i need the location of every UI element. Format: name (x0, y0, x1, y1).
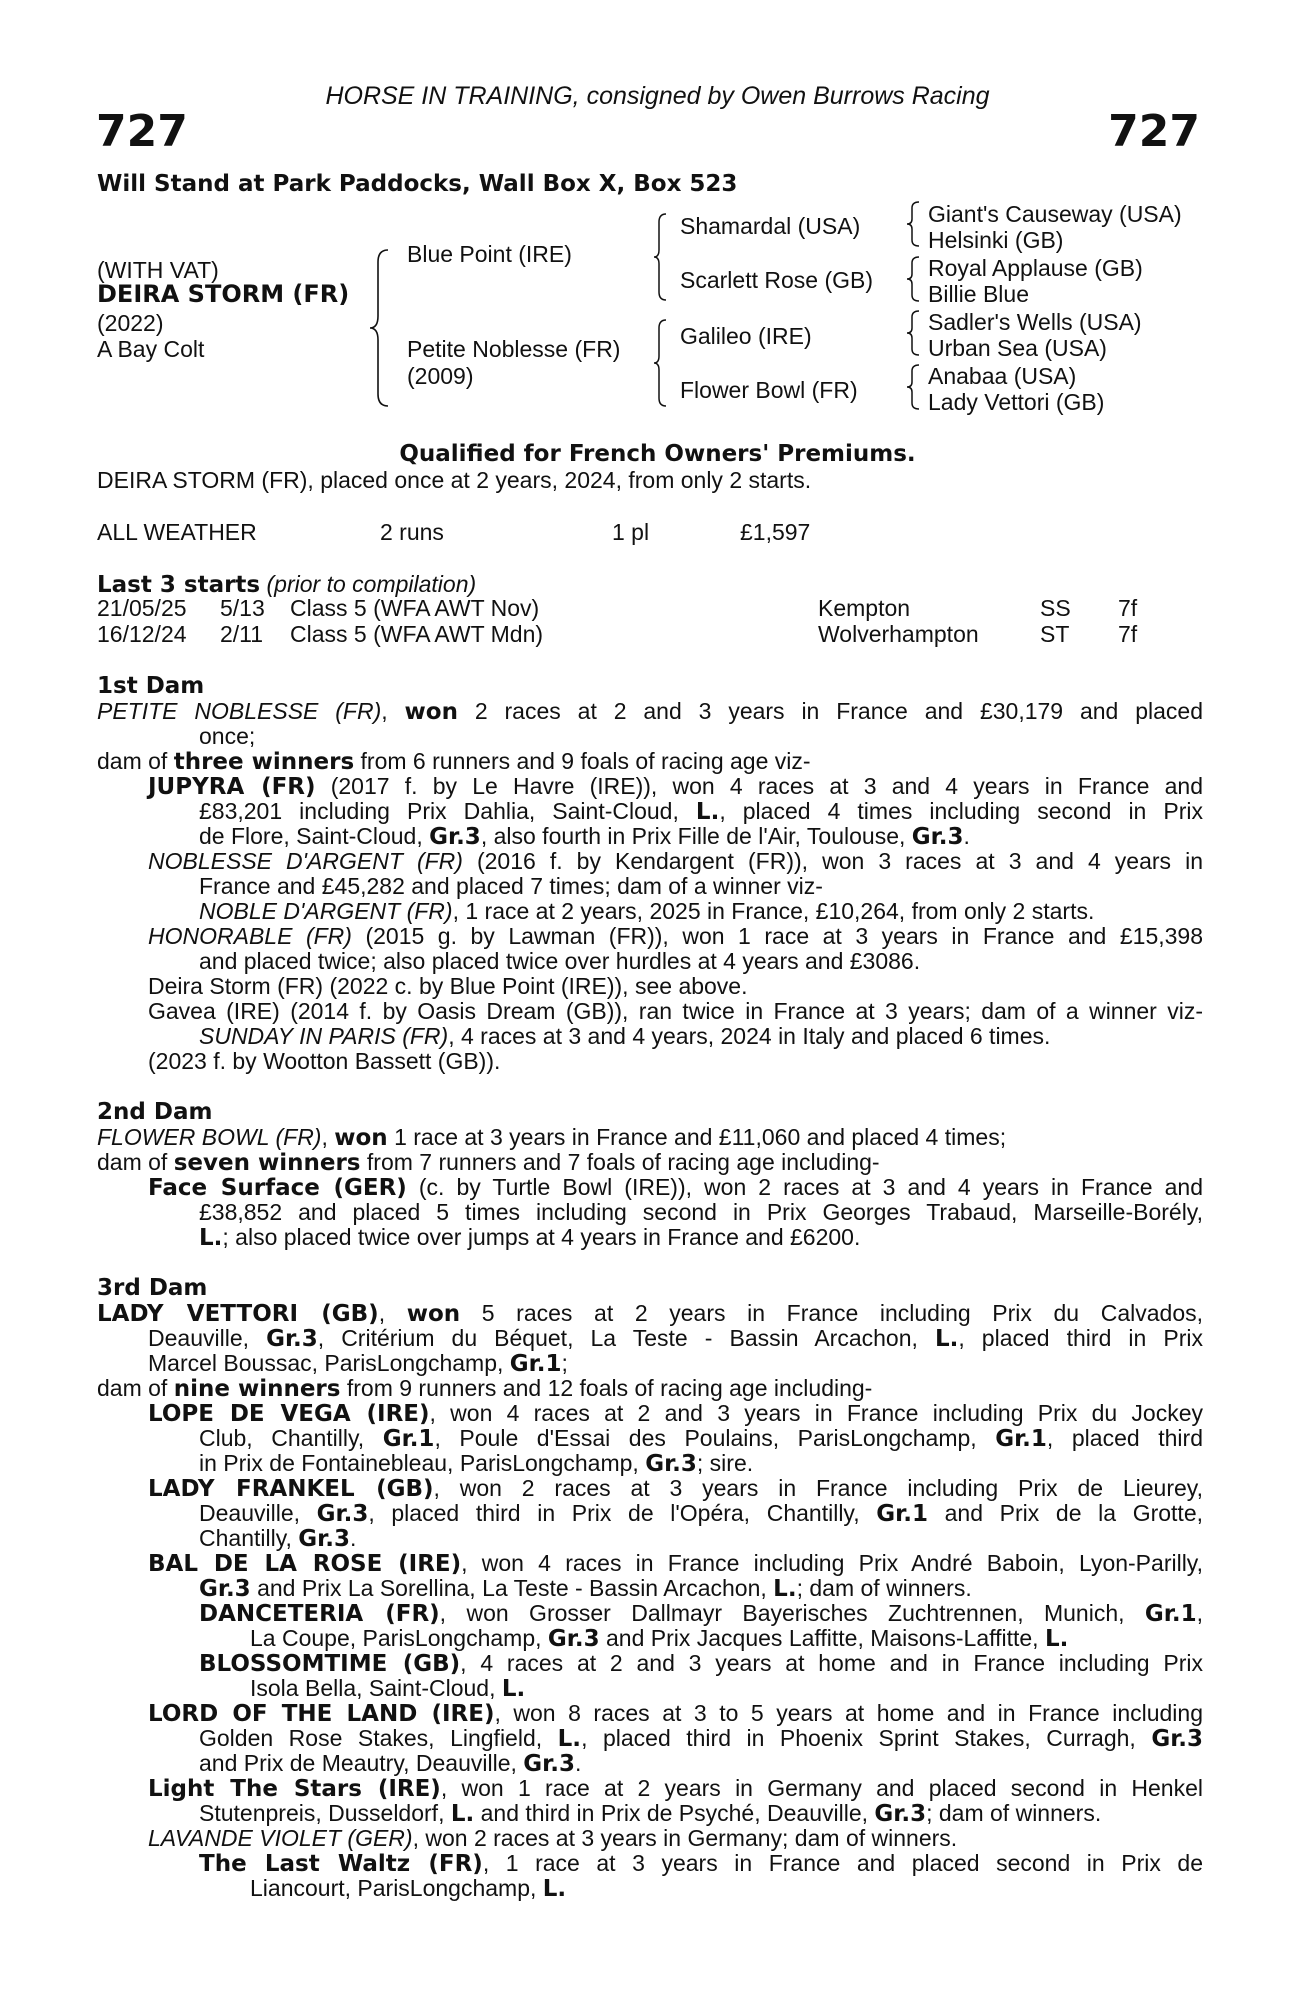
gavea-line: Gavea (IRE) (2014 f. by Oasis Dream (GB)), ran twice in France at 3 years; dam of a winner viz- (148, 998, 1203, 1024)
start-dist-1: 7f (1118, 595, 1138, 621)
foal-2023-line: (2023 f. by Wootton Bassett (GB)). (148, 1048, 501, 1074)
pedigree-brace-main (368, 248, 390, 408)
face-surface-line-1: Face Surface (GER) (c. by Turtle Bowl (IRE)), won 2 races at 3 and 4 years in France and (148, 1174, 1204, 1201)
danceteria-line-2: La Coupe, ParisLongchamp, Gr.3 and Prix Jacques Laffitte, Maisons-Laffitte, L. (250, 1625, 1069, 1652)
light-the-stars-line-1: Light The Stars (IRE), won 1 race at 2 years in Germany and placed second in Henkel (148, 1775, 1204, 1802)
face-surface-line-2: £38,852 and placed 5 times including second in Prix Georges Trabaud, Marseille-Borély, (199, 1199, 1203, 1225)
second-dam-line-2: dam of seven winners from 7 runners and 7 foals of racing age including- (97, 1149, 880, 1176)
lope-de-vega-line-3: in Prix de Fontainebleau, ParisLongchamp, Gr.3; sire. (199, 1450, 754, 1477)
pedigree-brace-dam (652, 318, 668, 408)
jupyra-line-3: de Flore, Saint-Cloud, Gr.3, also fourth in Prix Fille de l'Air, Toulouse, Gr.3. (199, 823, 970, 850)
second-dam-heading: 2nd Dam (97, 1099, 213, 1125)
catalogue-header: HORSE IN TRAINING, consigned by Owen Burrows Racing (325, 82, 990, 110)
pedigree-dam-sire: Galileo (IRE) (680, 323, 812, 349)
honorable-line-2: and placed twice; also placed twice over hurdles at 4 years and £3086. (199, 948, 921, 974)
pedigree-brace-gg2 (905, 255, 921, 303)
first-dam-line-1: PETITE NOBLESSE (FR), won 2 races at 2 and 3 years in France and £30,179 and placed (97, 698, 1204, 725)
first-dam-line-2: once; (199, 723, 256, 749)
danceteria-line-1: DANCETERIA (FR), won Grosser Dallmayr Bayerisches Zuchtrennen, Munich, Gr.1, (199, 1600, 1203, 1627)
pedigree-brace-gg4 (905, 363, 921, 411)
lord-of-the-land-line-3: and Prix de Meautry, Deauville, Gr.3. (199, 1750, 582, 1777)
aw-runs: 2 runs (380, 519, 444, 545)
start-dist-2: 7f (1118, 621, 1138, 647)
premiums-note: Qualified for French Owners' Premiums. (399, 441, 916, 467)
aw-earnings: £1,597 (740, 519, 811, 545)
third-dam-line-2: Deauville, Gr.3, Critérium du Béquet, La Teste - Bassin Arcachon, L., placed third in Prix (148, 1325, 1203, 1352)
lope-de-vega-line-2: Club, Chantilly, Gr.1, Poule d'Essai des Poulains, ParisLongchamp, Gr.1, placed third (199, 1425, 1203, 1452)
noblesse-line-1: NOBLESSE D'ARGENT (FR) (2016 f. by Kendargent (FR)), won 3 races at 3 and 4 years in (148, 848, 1203, 874)
start-pos-2: 2/11 (220, 621, 264, 647)
vat-note: (WITH VAT) (97, 257, 219, 283)
the-last-waltz-line-1: The Last Waltz (FR), 1 race at 3 years in France and placed second in Prix de (199, 1850, 1204, 1877)
start-date-2: 16/12/24 (97, 621, 187, 647)
blossomtime-line-1: BLOSSOMTIME (GB), 4 races at 2 and 3 years at home and in France including Prix (199, 1650, 1203, 1677)
aw-placed: 1 pl (612, 519, 650, 545)
pedigree-gg-1: Giant's Causeway (USA) (928, 201, 1182, 227)
pedigree-gg-4: Billie Blue (928, 281, 1029, 307)
sunday-in-paris-line: SUNDAY IN PARIS (FR), 4 races at 3 and 4 years, 2024 in Italy and placed 6 times. (199, 1023, 1051, 1049)
lady-frankel-line-3: Chantilly, Gr.3. (199, 1525, 357, 1552)
race-summary: DEIRA STORM (FR), placed once at 2 years, 2024, from only 2 starts. (97, 467, 812, 493)
lady-frankel-line-2: Deauville, Gr.3, placed third in Prix de l'Opéra, Chantilly, Gr.1 and Prix de la Grotte, (199, 1500, 1204, 1527)
lot-number-left: 727 (96, 106, 188, 157)
horse-year: (2022) (97, 310, 164, 336)
lot-number-right: 727 (1108, 106, 1200, 157)
start-date-1: 21/05/25 (97, 595, 187, 621)
blossomtime-line-2: Isola Bella, Saint-Cloud, L. (250, 1675, 526, 1702)
third-dam-heading: 3rd Dam (97, 1275, 208, 1301)
lavande-violet-line: LAVANDE VIOLET (GER), won 2 races at 3 years in Germany; dam of winners. (148, 1825, 958, 1851)
start-race-2: Class 5 (WFA AWT Mdn) (290, 621, 544, 647)
horse-name: DEIRA STORM (FR) (97, 280, 350, 308)
first-dam-heading: 1st Dam (97, 673, 205, 699)
face-surface-line-3: L.; also placed twice over jumps at 4 years in France and £6200. (199, 1224, 861, 1251)
pedigree-gg-5: Sadler's Wells (USA) (928, 309, 1142, 335)
stand-location: Will Stand at Park Paddocks, Wall Box X, Box 523 (97, 171, 738, 197)
start-race-1: Class 5 (WFA AWT Nov) (290, 595, 540, 621)
lord-of-the-land-line-2: Golden Rose Stakes, Lingfield, L., placed third in Phoenix Sprint Stakes, Curragh, Gr.3 (199, 1725, 1203, 1752)
the-last-waltz-line-2: Liancourt, ParisLongchamp, L. (250, 1875, 567, 1902)
aw-label: ALL WEATHER (97, 519, 257, 545)
noble-dargent-line: NOBLE D'ARGENT (FR), 1 race at 2 years, 2025 in France, £10,264, from only 2 starts. (199, 898, 1095, 924)
third-dam-line-1: LADY VETTORI (GB), won 5 races at 2 years in France including Prix du Calvados, (97, 1300, 1203, 1327)
pedigree-dam-dam: Flower Bowl (FR) (680, 377, 858, 403)
pedigree-dam: Petite Noblesse (FR) (407, 336, 621, 362)
last-starts-heading: Last 3 starts (prior to compilation) (97, 571, 477, 598)
pedigree-brace-gg1 (905, 200, 921, 248)
third-dam-line-3: Marcel Boussac, ParisLongchamp, Gr.1; (148, 1350, 568, 1377)
start-course-1: Kempton (818, 595, 911, 621)
lord-of-the-land-line-1: LORD OF THE LAND (IRE), won 8 races at 3 to 5 years at home and in France including (148, 1700, 1203, 1727)
jupyra-line-1: JUPYRA (FR) (2017 f. by Le Havre (IRE)), won 4 races at 3 and 4 years in France and (148, 773, 1203, 800)
pedigree-gg-2: Helsinki (GB) (928, 227, 1064, 253)
pedigree-sire: Blue Point (IRE) (407, 241, 572, 267)
pedigree-gg-8: Lady Vettori (GB) (928, 389, 1105, 415)
third-dam-line-4: dam of nine winners from 9 runners and 12 foals of racing age including- (97, 1375, 873, 1402)
pedigree-gg-7: Anabaa (USA) (928, 363, 1077, 389)
lope-de-vega-line-1: LOPE DE VEGA (IRE), won 4 races at 2 and 3 years in France including Prix du Jockey (148, 1400, 1203, 1427)
start-going-1: SS (1040, 595, 1071, 621)
pedigree-dam-year: (2009) (407, 363, 474, 389)
jupyra-line-2: £83,201 including Prix Dahlia, Saint-Cloud, L., placed 4 times including second in Prix (199, 798, 1203, 825)
light-the-stars-line-2: Stutenpreis, Dusseldorf, L. and third in Prix de Psyché, Deauville, Gr.3; dam of winners. (199, 1800, 1102, 1827)
pedigree-gg-3: Royal Applause (GB) (928, 255, 1143, 281)
deira-storm-line: Deira Storm (FR) (2022 c. by Blue Point (IRE)), see above. (148, 973, 748, 999)
noblesse-line-2: France and £45,282 and placed 7 times; dam of a winner viz- (199, 873, 823, 899)
pedigree-gg-6: Urban Sea (USA) (928, 335, 1107, 361)
start-pos-1: 5/13 (220, 595, 265, 621)
second-dam-line-1: FLOWER BOWL (FR), won 1 race at 3 years in France and £11,060 and placed 4 times; (97, 1124, 1007, 1151)
start-going-2: ST (1040, 621, 1070, 647)
pedigree-brace-sire (652, 212, 668, 302)
first-dam-line-3: dam of three winners from 6 runners and 9 foals of racing age viz- (97, 748, 811, 775)
pedigree-brace-gg3 (905, 309, 921, 357)
horse-description: A Bay Colt (97, 336, 205, 362)
honorable-line-1: HONORABLE (FR) (2015 g. by Lawman (FR)), won 1 race at 3 years in France and £15,398 (148, 923, 1203, 949)
pedigree-sire-sire: Shamardal (USA) (680, 213, 861, 239)
bal-de-la-rose-line-1: BAL DE LA ROSE (IRE), won 4 races in France including Prix André Baboin, Lyon-Parilly, (148, 1550, 1203, 1577)
bal-de-la-rose-line-2: Gr.3 and Prix La Sorellina, La Teste - Bassin Arcachon, L.; dam of winners. (199, 1575, 972, 1602)
pedigree-sire-dam: Scarlett Rose (GB) (680, 267, 873, 293)
start-course-2: Wolverhampton (818, 621, 979, 647)
lady-frankel-line-1: LADY FRANKEL (GB), won 2 races at 3 years in France including Prix de Lieurey, (148, 1475, 1203, 1502)
